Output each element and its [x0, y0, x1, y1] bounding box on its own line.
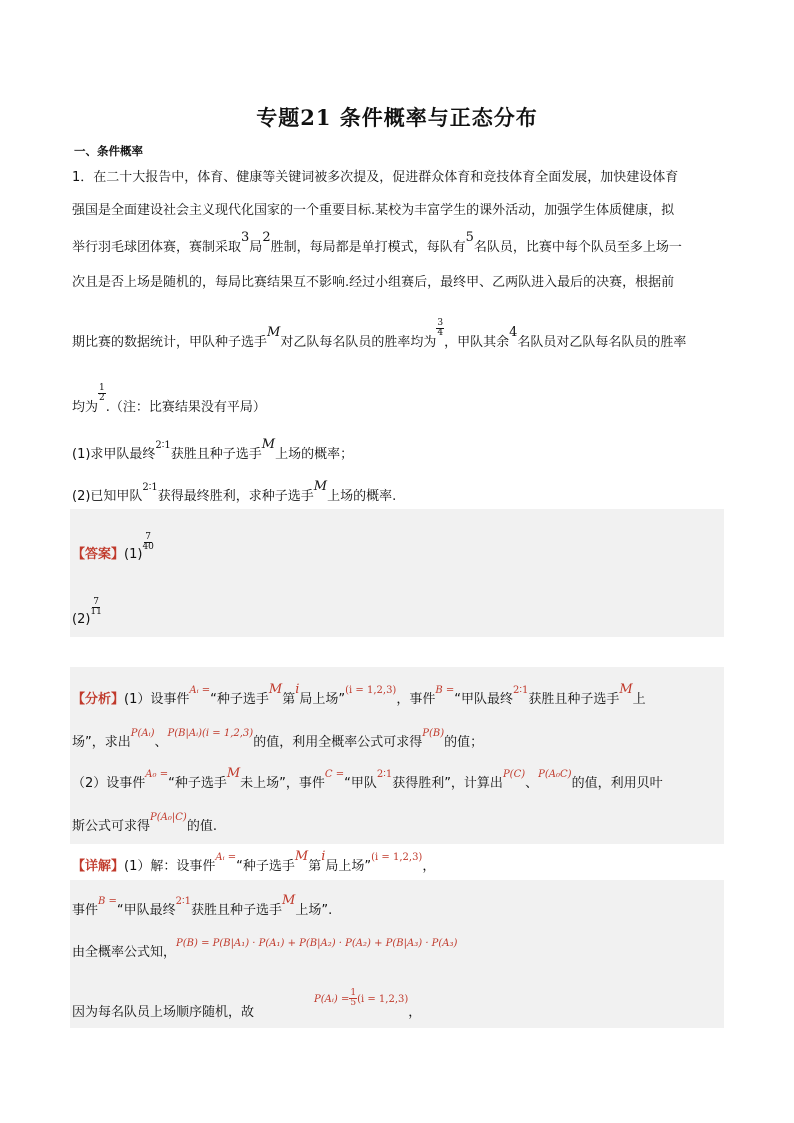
- answer-line-2: (2) $\frac{7}{11}$: [72, 597, 102, 627]
- detail-line-2: 事件$^{B =}$“甲队最终$^{2∶1}$获胜且种子选手M上场”.: [72, 893, 333, 918]
- detail-line-1: 【详解】(1）解：设事件$^{Aᵢ =}$“种子选手M第i局上场”$^{(i = 1,2,3)}$，: [72, 849, 436, 874]
- analysis-line-1: 【分析】(1）设事件$^{Aᵢ =}$“种子选手M第i局上场”$^{(i = 1,2,3)}$，事件$^{B =}$“甲队最终$^{2∶1}$获胜且种子选手M上: [72, 682, 646, 707]
- detail-line-4: 因为每名队员上场顺序随机，故$^{P(Aᵢ) =}$ $\frac{1}{5}$ $^{(i = 1,2,3)}$，: [72, 988, 422, 1020]
- problem-line-6: 均为 $\frac{1}{2}$ .（注：比赛结果没有平局）: [72, 383, 266, 415]
- detail-line-3: 由全概率公式知，$^{P(B) = P(B|A_1) \cdot P(A_1) + P(B|A_2) \cdot P(A_2) + P(B|A_3) \cdot P(A_3)}$: [72, 938, 458, 960]
- problem-line-3: 举行羽毛球团体赛，赛制采取3局2胜制，每局都是单打模式，每队有5名队员，比赛中每个队员至多上场一: [72, 230, 682, 255]
- answer-fraction-2: $\frac{7}{11}$: [90, 597, 102, 617]
- question-1: (1)求甲队最终$^{2∶1}$获胜且种子选手M上场的概率；: [72, 437, 354, 462]
- fraction-three-quarters: $\frac{3}{4}$: [437, 318, 444, 338]
- problem-line-4: 次且是否上场是随机的，每局比赛结果互不影响.经过小组赛后，最终甲、乙两队进入最后的决赛，根据前: [72, 275, 675, 290]
- answer-box: [70, 509, 724, 637]
- fraction-one-half: $\frac{1}{2}$: [99, 383, 105, 403]
- question-2: (2)已知甲队$^{2∶1}$获得最终胜利，求种子选手M上场的概率.: [72, 479, 397, 504]
- answer-fraction-1: $\frac{7}{40}$: [142, 532, 154, 552]
- analysis-line-3: （2）设事件$^{A_0 =}$“种子选手M未上场”，事件$^{C =}$“甲队$^{2∶1}$获得胜利”，计算出$^{P(C)}$、$^{P(A_0C)}$的值，利用贝叶: [72, 766, 663, 791]
- analysis-line-2: 场”，求出$^{P(Aᵢ)}$、$^{P(B|Aᵢ)(i = 1,2,3)}$的值，利用全概率公式可求得$^{P(B)}$的值；: [72, 728, 484, 750]
- problem-line-5: 期比赛的数据统计，甲队种子选手M对乙队每名队员的胜率均为 $\frac{3}{4}$ ，甲队其余4名队员对乙队每名队员的胜率: [72, 318, 687, 350]
- detail-fraction-one-fifth: $\frac{1}{5}$: [350, 988, 357, 1008]
- section-heading: 一、条件概率: [74, 144, 143, 158]
- answer-line-1: 【答案】(1) $\frac{7}{40}$: [72, 532, 154, 562]
- problem-line-2: 强国是全面建设社会主义现代化国家的一个重要目标.某校为丰富学生的课外活动，加强学生体质健康，拟: [72, 203, 675, 218]
- problem-line-1: 1．在二十大报告中，体育、健康等关键词被多次提及，促进群众体育和竞技体育全面发展，加快建设体育: [72, 170, 679, 185]
- analysis-line-4: 斯公式可求得$^{P(A_0|C)}$的值.: [72, 812, 217, 834]
- page-title: 专题21 条件概率与正态分布: [256, 105, 538, 130]
